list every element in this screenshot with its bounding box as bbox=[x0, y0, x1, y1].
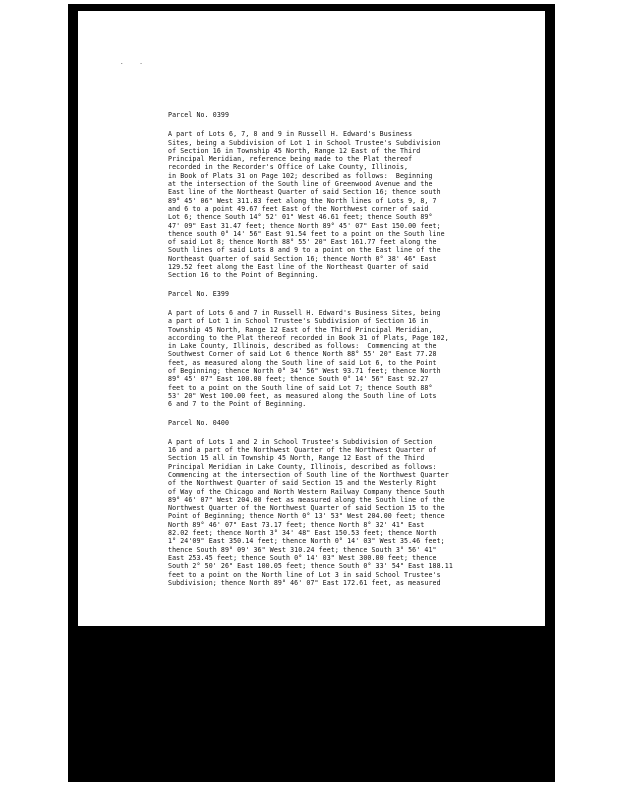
description-line: 47' 09" East 31.47 feet; thence North 89° 45' 07" East 150.00 feet; bbox=[168, 221, 441, 230]
parcel-description bbox=[168, 130, 545, 279]
description-line: 89° 46' 07" West 204.00 feet as measured along the South line of the bbox=[168, 495, 445, 504]
scan-border-bottom bbox=[68, 626, 555, 782]
parcel-description bbox=[168, 438, 545, 587]
description-line: 89° 45' 06" West 311.83 feet along the North lines of Lots 9, 8, 7 bbox=[168, 196, 437, 205]
description-line: A part of Lots 6 and 7 in Russell H. Edward's Business Sites, being bbox=[168, 308, 441, 317]
description-line: Subdivision; thence North 89° 46' 07" East 172.61 feet, as measured bbox=[168, 578, 441, 587]
description-line: at the intersection of the South line of Greenwood Avenue and the bbox=[168, 180, 433, 189]
description-line: and 6 to a point 49.67 feet East of the Northwest corner of said bbox=[168, 204, 429, 213]
description-line: of the Northwest Quarter of said Section 15 and the Westerly Right bbox=[168, 479, 437, 488]
description-line: in Lake County, Illinois, described as follows: Commencing at the bbox=[168, 342, 437, 351]
legal-description-body bbox=[168, 111, 545, 597]
description-line: thence south 0° 14' 56" East 91.54 feet to a point on the South line bbox=[168, 229, 445, 238]
description-line: A part of Lots 6, 7, 8 and 9 in Russell H. Edward's Business bbox=[168, 130, 413, 139]
description-line: South 2° 50' 26" East 100.05 feet; thence South 0° 33' 54" East 188.11 bbox=[168, 562, 453, 571]
description-line: Section 15 all in Township 45 North, Range 12 East of the Third bbox=[168, 454, 425, 463]
description-line: thence South 89° 09' 36" West 310.24 feet; thence South 3° 56' 41" bbox=[168, 545, 437, 554]
description-line: feet to a point on the South line of said Lot 7; thence South 88° bbox=[168, 383, 433, 392]
description-line: 82.02 feet; thence North 3° 34' 48" East 150.53 feet; thence North bbox=[168, 529, 437, 538]
description-line: a part of Lot 1 in School Trustee's Subdivision of Section 16 in bbox=[168, 317, 429, 326]
description-line: 6 and 7 to the Point of Beginning. bbox=[168, 400, 307, 409]
description-line: Township 45 North, Range 12 East of the Third Principal Meridian, bbox=[168, 325, 433, 334]
scan-border-top bbox=[68, 4, 555, 11]
description-line: Commencing at the intersection of South line of the Northwest Quarter bbox=[168, 470, 449, 479]
description-line: Northeast Quarter of said Section 16; thence North 0° 38' 46" East bbox=[168, 254, 437, 263]
description-line: 89° 45' 07" East 100.00 feet; thence South 0° 14' 56" East 92.27 bbox=[168, 375, 429, 384]
description-line: Lot 6; thence South 14° 52' 01" West 46.61 feet; thence South 89° bbox=[168, 213, 433, 222]
description-line: Point of Beginning; thence North 0° 13' 53" West 204.00 feet; thence bbox=[168, 512, 445, 521]
description-line: North 89° 46' 07" East 73.17 feet; thence North 8° 32' 41" East bbox=[168, 520, 425, 529]
description-line: Southwest Corner of said Lot 6 thence North 88° 55' 20" East 77.28 bbox=[168, 350, 437, 359]
description-line: of Beginning; thence North 0° 34' 56" West 93.71 feet; thence North bbox=[168, 367, 441, 376]
description-line: A part of Lots 1 and 2 in School Trustee's Subdivision of Section bbox=[168, 437, 433, 446]
description-line: 53' 20" West 100.00 feet, as measured along the South line of Lots bbox=[168, 391, 437, 400]
description-line: of Way of the Chicago and North Western Railway Company thence South bbox=[168, 487, 445, 496]
description-line: East line of the Northeast Quarter of said Section 16; thence south bbox=[168, 188, 441, 197]
description-line: feet to a point on the North line of Lot 3 in said School Trustee's bbox=[168, 570, 441, 579]
description-line: 16 and a part of the Northwest Quarter of the Northwest Quarter of bbox=[168, 446, 437, 455]
description-line: of said Lot 8; thence North 88° 55' 20" East 161.77 feet along the bbox=[168, 238, 437, 247]
description-line: feet, as measured along the South line of said Lot 6, to the Point bbox=[168, 358, 437, 367]
description-line: Principal Meridian in Lake County, Illinois, described as follows: bbox=[168, 462, 437, 471]
description-line: according to the Plat thereof recorded in Book 31 of Plats, Page 102, bbox=[168, 333, 449, 342]
scan-noise: . . bbox=[120, 59, 149, 66]
description-line: Section 16 to the Point of Beginning. bbox=[168, 271, 319, 280]
description-line: South lines of said Lots 8 and 9 to a point on the East line of the bbox=[168, 246, 441, 255]
parcel-heading: Parcel No. 0400 bbox=[168, 418, 230, 427]
parcel-description bbox=[168, 309, 545, 409]
description-line: Northwest Quarter of the Northwest Quarter of said Section 15 to the bbox=[168, 504, 445, 513]
description-line: recorded in the Recorder's Office of Lake County, Illinois, bbox=[168, 163, 409, 172]
document-page bbox=[78, 11, 545, 626]
description-line: 1° 24'09" East 350.14 feet; thence North 0° 14' 03" West 35.46 feet; bbox=[168, 537, 445, 546]
description-line: 129.52 feet along the East line of the Northeast Quarter of said bbox=[168, 263, 429, 272]
parcel-heading: Parcel No. 0399 bbox=[168, 111, 230, 119]
parcel-heading: Parcel No. E399 bbox=[168, 289, 230, 298]
description-line: in Book of Plats 31 on Page 102; described as follows: Beginning bbox=[168, 171, 433, 180]
description-line: Principal Meridian, reference being made to the Plat thereof bbox=[168, 155, 413, 164]
description-line: Sites, being a Subdivision of Lot 1 in School Trustee's Subdivision bbox=[168, 138, 441, 147]
description-line: East 253.45 feet; thence South 0° 14' 03" West 300.00 feet; thence bbox=[168, 553, 437, 562]
description-line: of Section 16 in Township 45 North, Range 12 East of the Third bbox=[168, 146, 421, 155]
